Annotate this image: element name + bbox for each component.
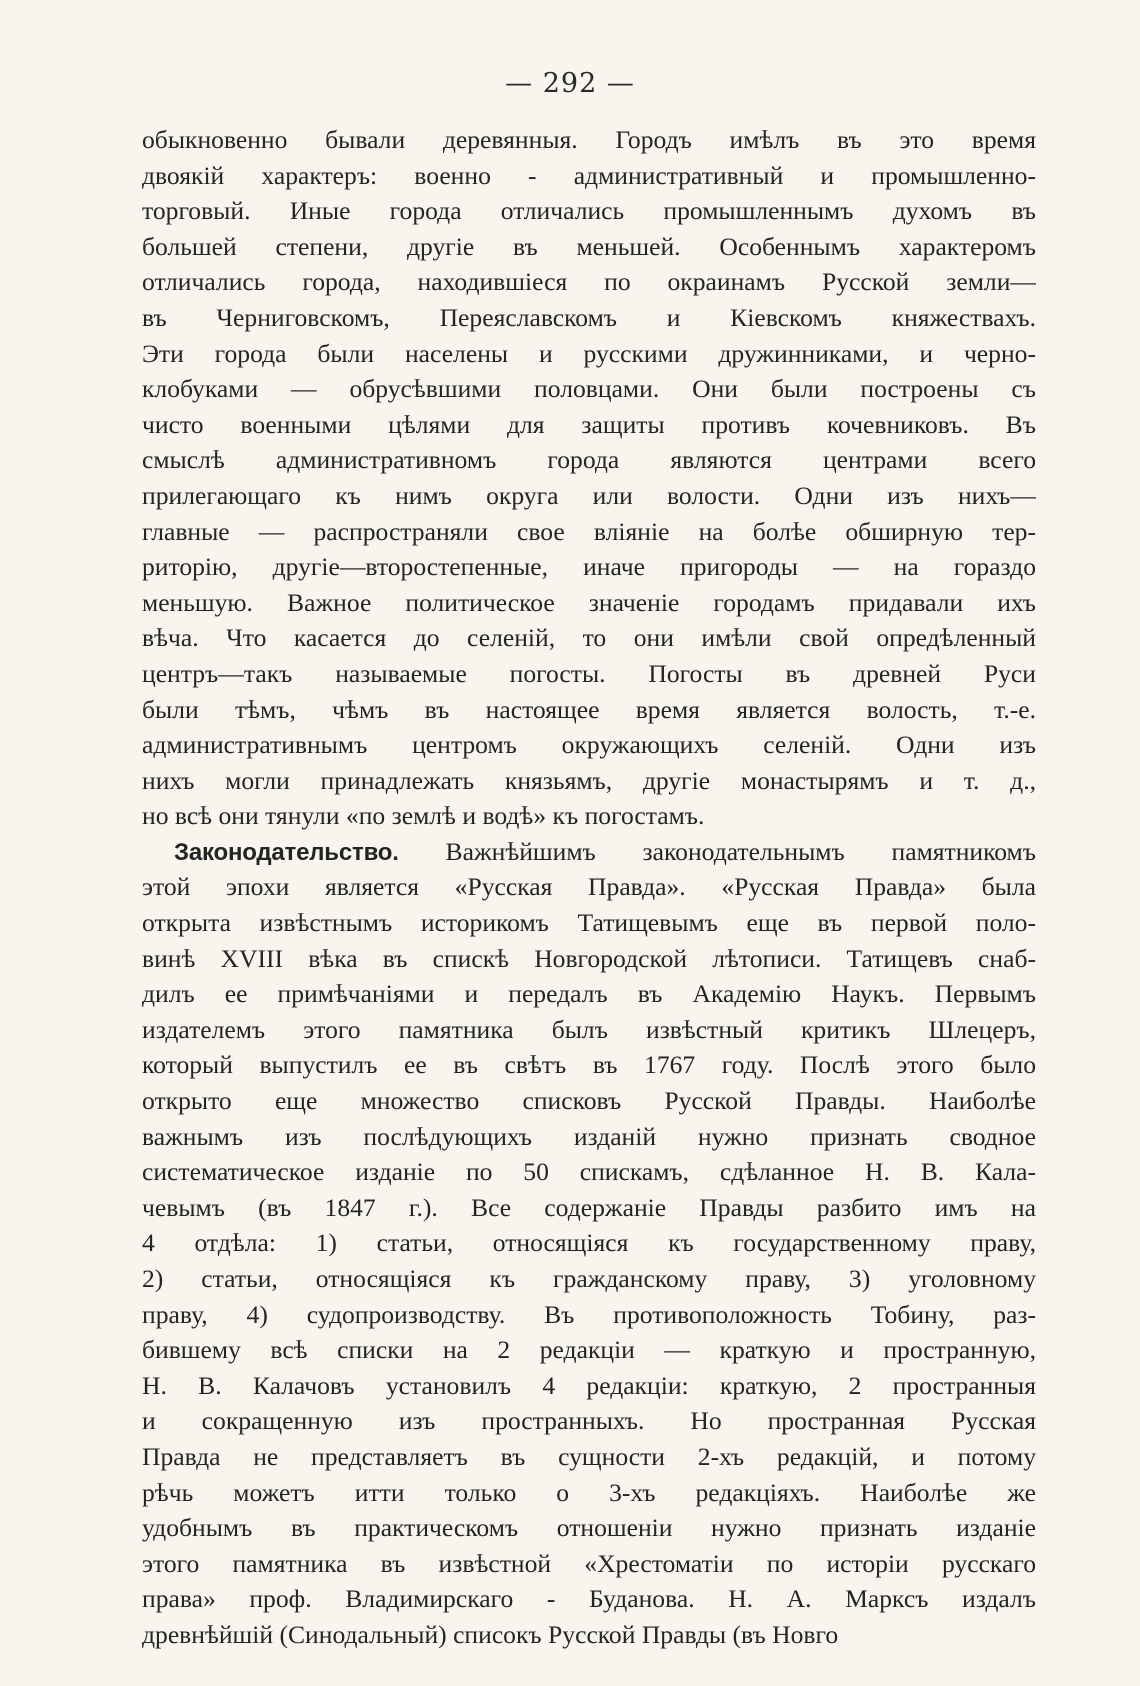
text-line: и сокращенную изъ пространныхъ. Но пространная Русская xyxy=(142,1406,1036,1436)
text-line: Н. В. Калачовъ установилъ 4 редакціи: краткую, 2 пространныя xyxy=(142,1370,1036,1400)
text-line: бившему всѣ списки на 2 редакціи — краткую и пространную, xyxy=(142,1335,1036,1365)
text-line: этого памятника въ извѣстной «Хрестоматіи по исторіи русскаго xyxy=(142,1548,1036,1578)
text-line: Правда не представляетъ въ сущности 2-хъ редакцій, и потому xyxy=(142,1441,1036,1471)
text-line-rest: Важнѣйшимъ законодательнымъ памятникомъ xyxy=(398,836,1036,866)
paragraph-settlements xyxy=(142,122,1036,834)
text-line: винѣ XVIII вѣка въ спискѣ Новгородской лѣтописи. Татищевъ снаб- xyxy=(142,943,1036,973)
text-line: открыта извѣстнымъ историкомъ Татищевымъ еще въ первой поло- xyxy=(142,908,1036,938)
text-line: открыто еще множество списковъ Русской Правды. Наиболѣе xyxy=(142,1086,1036,1116)
text-line: главные — распространяли свое вліяніе на болѣе обширную тер- xyxy=(142,516,1036,546)
text-line: чисто военными цѣлями для защиты противъ кочевниковъ. Въ xyxy=(142,409,1036,439)
text-line: клобуками — обрусѣвшими половцами. Они были построены съ xyxy=(142,374,1036,404)
text-line: обыкновенно бывали деревянныя. Городъ имѣлъ въ это время xyxy=(142,125,1036,154)
text-line: дилъ ее примѣчаніями и передалъ въ Академію Наукъ. Первымъ xyxy=(142,979,1036,1009)
text-line: этой эпохи является «Русская Правда». «Русская Правда» была xyxy=(142,872,1036,902)
text-line: центръ—такъ называемые погосты. Погосты въ древней Руси xyxy=(142,658,1036,688)
text-line: отличались города, находившіеся по окраинамъ Русской земли— xyxy=(142,267,1036,297)
text-line: риторію, другіе—второстепенные, иначе пригороды — на гораздо xyxy=(142,552,1036,582)
paragraph-legislation xyxy=(142,834,1036,1653)
page-number: — 292 — xyxy=(505,68,635,99)
text-line: права» проф. Владимирскаго - Буданова. Н. А. Марксъ издалъ xyxy=(142,1584,1036,1614)
text-line: прилегающаго къ нимъ округа или волости. Одни изъ нихъ— xyxy=(142,480,1036,510)
text-line: меньшую. Важное политическое значеніе городамъ придавали ихъ xyxy=(142,587,1036,617)
text-line: 4 отдѣла: 1) статьи, относящіяся къ государственному праву, xyxy=(142,1228,1036,1258)
text-line: чевымъ (въ 1847 г.). Все содержаніе Правды разбито имъ на xyxy=(142,1192,1036,1222)
text-line xyxy=(142,834,1036,870)
text-line: большей степени, другіе въ меньшей. Особеннымъ характеромъ xyxy=(142,231,1036,261)
text-line: который выпустилъ ее въ свѣтъ въ 1767 году. Послѣ этого было xyxy=(142,1050,1036,1080)
text-line: двоякій характеръ: военно - административный и промышленно- xyxy=(142,160,1036,190)
text-line: древнѣйшій (Синодальный) списокъ Русской Правды (въ Новго xyxy=(142,1619,839,1649)
text-line: Эти города были населены и русскими дружинниками, и черно- xyxy=(142,338,1036,368)
text-line: были тѣмъ, чѣмъ въ настоящее время является волость, т.-е. xyxy=(142,694,1036,724)
text-line: торговый. Иные города отличались промышленнымъ духомъ въ xyxy=(142,196,1036,226)
section-title: Законодательство. xyxy=(174,838,399,866)
text-line: административнымъ центромъ окружающихъ селеній. Одни изъ xyxy=(142,730,1036,760)
text-line: систематическое изданіе по 50 спискамъ, сдѣланное Н. В. Кала- xyxy=(142,1157,1036,1187)
text-line: вѣча. Что касается до селеній, то они имѣли свой опредѣленный xyxy=(142,623,1036,653)
text-line: рѣчь можетъ итти только о 3-хъ редакціяхъ. Наиболѣе же xyxy=(142,1477,1036,1507)
page-body xyxy=(142,122,1036,1653)
text-line: издателемъ этого памятника былъ извѣстный критикъ Шлецеръ, xyxy=(142,1014,1036,1044)
text-line: 2) статьи, относящіяся къ гражданскому праву, 3) уголовному xyxy=(142,1264,1036,1293)
text-line: удобнымъ въ практическомъ отношеніи нужно признать изданіе xyxy=(142,1513,1036,1543)
text-line: важнымъ изъ послѣдующихъ изданій нужно признать сводное xyxy=(142,1121,1036,1151)
text-line: въ Черниговскомъ, Переяславскомъ и Кіевскомъ княжествахъ. xyxy=(142,302,1036,332)
text-line: но всѣ они тянули «по землѣ и водѣ» къ погостамъ. xyxy=(142,801,705,831)
text-line: нихъ могли принадлежать князьямъ, другіе монастырямъ и т. д., xyxy=(142,765,1036,795)
text-line: праву, 4) судопроизводству. Въ противоположность Тобину, раз- xyxy=(142,1299,1036,1329)
text-line: смыслѣ административномъ города являются центрами всего xyxy=(142,445,1036,475)
